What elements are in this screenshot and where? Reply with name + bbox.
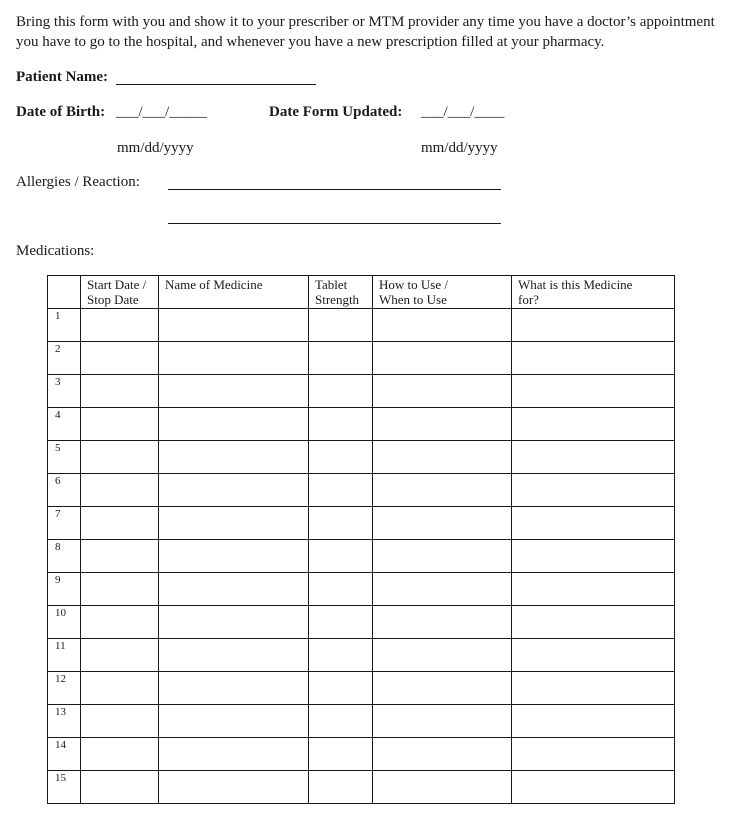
header-purpose-line-1: What is this Medicine — [518, 277, 633, 292]
start-stop-date-cell[interactable] — [81, 606, 159, 639]
row-number: 7 — [48, 507, 81, 540]
row-number: 14 — [48, 738, 81, 771]
start-stop-date-cell[interactable] — [81, 309, 159, 342]
medicine-name-cell[interactable] — [159, 672, 309, 705]
row-number: 1 — [48, 309, 81, 342]
start-stop-date-cell[interactable] — [81, 738, 159, 771]
medicine-name-cell[interactable] — [159, 375, 309, 408]
date-of-birth-format-hint: mm/dd/yyyy — [117, 140, 194, 156]
medications-table — [47, 275, 675, 804]
how-to-use-cell[interactable] — [373, 309, 512, 342]
how-to-use-cell[interactable] — [373, 408, 512, 441]
intro-line-1: Bring this form with you and show it to your prescriber or MTM provider any time you have a doctor’s appointment — [16, 14, 715, 30]
allergies-label: Allergies / Reaction: — [16, 174, 140, 190]
tablet-strength-cell[interactable] — [309, 705, 373, 738]
start-stop-date-cell[interactable] — [81, 375, 159, 408]
medication-row — [48, 309, 675, 342]
row-number: 10 — [48, 606, 81, 639]
start-stop-date-cell[interactable] — [81, 507, 159, 540]
medicine-name-cell[interactable] — [159, 507, 309, 540]
medication-row — [48, 342, 675, 375]
how-to-use-cell[interactable] — [373, 771, 512, 804]
header-strength-line-2: Strength — [315, 292, 360, 307]
medication-row — [48, 705, 675, 738]
how-to-use-cell[interactable] — [373, 573, 512, 606]
start-stop-date-cell[interactable] — [81, 441, 159, 474]
start-stop-date-cell[interactable] — [81, 342, 159, 375]
purpose-cell[interactable] — [512, 408, 675, 441]
row-number: 9 — [48, 573, 81, 606]
tablet-strength-cell[interactable] — [309, 474, 373, 507]
row-number: 15 — [48, 771, 81, 804]
medication-row — [48, 573, 675, 606]
intro-instructions — [16, 12, 736, 52]
intro-line-2: you have to go to the hospital, and whenever you have a new prescription filled at your pharmacy. — [16, 34, 605, 50]
purpose-cell[interactable] — [512, 441, 675, 474]
purpose-cell[interactable] — [512, 738, 675, 771]
purpose-cell[interactable] — [512, 639, 675, 672]
start-stop-date-cell[interactable] — [81, 474, 159, 507]
start-stop-date-cell[interactable] — [81, 573, 159, 606]
medication-row — [48, 507, 675, 540]
start-stop-date-cell[interactable] — [81, 705, 159, 738]
how-to-use-cell[interactable] — [373, 705, 512, 738]
tablet-strength-cell[interactable] — [309, 375, 373, 408]
medications-table-header — [48, 276, 675, 309]
start-stop-date-cell[interactable] — [81, 540, 159, 573]
medication-row — [48, 771, 675, 804]
medicine-name-cell[interactable] — [159, 540, 309, 573]
header-start-stop-line-1: Start Date / — [87, 277, 147, 292]
header-strength-line-1: Tablet — [315, 277, 348, 292]
tablet-strength-cell[interactable] — [309, 771, 373, 804]
medication-row — [48, 441, 675, 474]
date-of-birth-field[interactable]: ___/___/_____ — [116, 104, 207, 120]
how-to-use-cell[interactable] — [373, 474, 512, 507]
medications-label: Medications: — [16, 243, 95, 259]
medicine-name-cell[interactable] — [159, 309, 309, 342]
tablet-strength-cell[interactable] — [309, 606, 373, 639]
medicine-name-cell[interactable] — [159, 705, 309, 738]
medication-row — [48, 408, 675, 441]
how-to-use-cell[interactable] — [373, 342, 512, 375]
medication-row — [48, 606, 675, 639]
purpose-cell[interactable] — [512, 606, 675, 639]
tablet-strength-cell[interactable] — [309, 408, 373, 441]
how-to-use-cell[interactable] — [373, 606, 512, 639]
header-how-line-2: When to Use — [379, 292, 447, 307]
start-stop-date-cell[interactable] — [81, 672, 159, 705]
purpose-cell[interactable] — [512, 474, 675, 507]
row-number: 3 — [48, 375, 81, 408]
row-number: 4 — [48, 408, 81, 441]
purpose-cell[interactable] — [512, 771, 675, 804]
tablet-strength-cell[interactable] — [309, 441, 373, 474]
header-medicine-purpose — [512, 276, 675, 309]
header-name-of-medicine — [159, 276, 309, 309]
tablet-strength-cell[interactable] — [309, 639, 373, 672]
header-name-line-1: Name of Medicine — [165, 277, 263, 292]
start-stop-date-cell[interactable] — [81, 639, 159, 672]
tablet-strength-cell[interactable] — [309, 309, 373, 342]
tablet-strength-cell[interactable] — [309, 573, 373, 606]
purpose-cell[interactable] — [512, 705, 675, 738]
medicine-name-cell[interactable] — [159, 606, 309, 639]
tablet-strength-cell[interactable] — [309, 507, 373, 540]
medicine-name-cell[interactable] — [159, 408, 309, 441]
header-purpose-line-2: for? — [518, 292, 539, 307]
medicine-name-cell[interactable] — [159, 342, 309, 375]
header-start-stop-date — [81, 276, 159, 309]
how-to-use-cell[interactable] — [373, 375, 512, 408]
date-of-birth-label: Date of Birth: — [16, 104, 106, 120]
header-start-stop-line-2: Stop Date — [87, 292, 139, 307]
medication-row — [48, 474, 675, 507]
row-number: 5 — [48, 441, 81, 474]
header-how-to-use — [373, 276, 512, 309]
start-stop-date-cell[interactable] — [81, 408, 159, 441]
medication-row — [48, 672, 675, 705]
medicine-name-cell[interactable] — [159, 441, 309, 474]
allergies-field-line-2[interactable] — [168, 223, 501, 224]
row-number: 11 — [48, 639, 81, 672]
date-form-updated-label: Date Form Updated: — [269, 104, 403, 120]
tablet-strength-cell[interactable] — [309, 540, 373, 573]
patient-name-label: Patient Name: — [16, 69, 109, 85]
purpose-cell[interactable] — [512, 540, 675, 573]
purpose-cell[interactable] — [512, 573, 675, 606]
row-number: 6 — [48, 474, 81, 507]
purpose-cell[interactable] — [512, 375, 675, 408]
tablet-strength-cell[interactable] — [309, 342, 373, 375]
row-number: 2 — [48, 342, 81, 375]
medication-row — [48, 375, 675, 408]
medicine-name-cell[interactable] — [159, 639, 309, 672]
patient-name-field[interactable] — [116, 84, 316, 85]
purpose-cell[interactable] — [512, 342, 675, 375]
how-to-use-cell[interactable] — [373, 540, 512, 573]
medicine-name-cell[interactable] — [159, 474, 309, 507]
row-number: 8 — [48, 540, 81, 573]
medicine-name-cell[interactable] — [159, 738, 309, 771]
start-stop-date-cell[interactable] — [81, 771, 159, 804]
how-to-use-cell[interactable] — [373, 441, 512, 474]
header-how-line-1: How to Use / — [379, 277, 448, 292]
tablet-strength-cell[interactable] — [309, 672, 373, 705]
row-number: 12 — [48, 672, 81, 705]
medicine-name-cell[interactable] — [159, 771, 309, 804]
how-to-use-cell[interactable] — [373, 672, 512, 705]
tablet-strength-cell[interactable] — [309, 738, 373, 771]
row-number: 13 — [48, 705, 81, 738]
purpose-cell[interactable] — [512, 672, 675, 705]
medication-row — [48, 738, 675, 771]
purpose-cell[interactable] — [512, 309, 675, 342]
medicine-name-cell[interactable] — [159, 573, 309, 606]
how-to-use-cell[interactable] — [373, 507, 512, 540]
date-form-updated-format-hint: mm/dd/yyyy — [421, 140, 498, 156]
how-to-use-cell[interactable] — [373, 639, 512, 672]
header-row-number — [48, 276, 81, 309]
medication-row — [48, 639, 675, 672]
medication-row — [48, 540, 675, 573]
how-to-use-cell[interactable] — [373, 738, 512, 771]
allergies-field-line-1[interactable] — [168, 189, 501, 190]
header-tablet-strength — [309, 276, 373, 309]
purpose-cell[interactable] — [512, 507, 675, 540]
date-form-updated-field[interactable]: ___/___/____ — [421, 104, 505, 120]
